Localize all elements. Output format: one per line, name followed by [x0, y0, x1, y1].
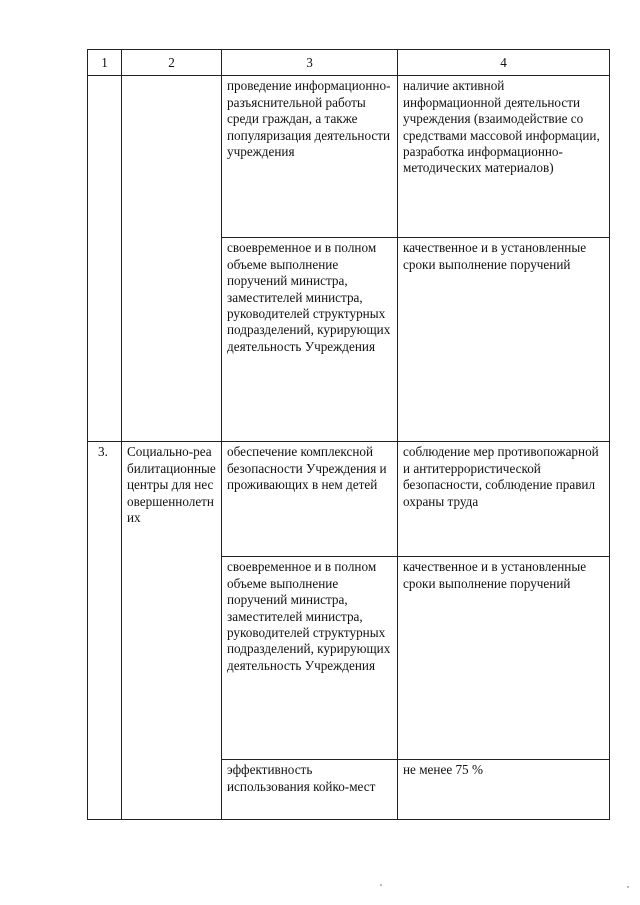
criterion-cell: эффективность использования койко-мест	[222, 760, 398, 820]
criterion-cell: своевременное и в полном объеме выполнение поручений министра, заместителей министра, руководителей структурных подразделений, курирующих деятельность Учреждения	[222, 238, 398, 442]
criterion-cell: своевременное и в полном объеме выполнение поручений министра, заместителей министра, руководителей структурных подразделений, курирующих деятельность Учреждения	[222, 557, 398, 760]
indicator-cell: наличие активной информационной деятельности учреждения (взаимодействие со средствами массовой информации, разработка информационно-методических материалов)	[398, 76, 610, 238]
criterion-cell: обеспечение комплексной безопасности Учреждения и проживающих в нем детей	[222, 442, 398, 557]
table-row	[88, 442, 610, 557]
header-cell-4: 4	[398, 50, 610, 76]
header-cell-1: 1	[88, 50, 122, 76]
header-cell-3: 3	[222, 50, 398, 76]
scan-speck	[380, 884, 382, 886]
number-cell: 3.	[88, 442, 122, 820]
indicator-cell: не менее 75 %	[398, 760, 610, 820]
institution-cell	[122, 442, 222, 820]
scan-speck	[627, 886, 629, 888]
criteria-table	[87, 49, 610, 820]
institution-cell	[122, 76, 222, 442]
table-row	[88, 76, 610, 238]
header-cell-2: 2	[122, 50, 222, 76]
header-row	[88, 50, 610, 76]
institution-name: Социально-реабилитационные центры для несовершеннолетних	[127, 444, 216, 526]
indicator-cell: соблюдение мер противопожарной и антитеррористической безопасности, соблюдение правил охраны труда	[398, 442, 610, 557]
number-cell	[88, 76, 122, 442]
indicator-cell: качественное и в установленные сроки выполнение поручений	[398, 238, 610, 442]
criterion-cell: проведение информационно-разъяснительной работы среди граждан, а также популяризация деятельности учреждения	[222, 76, 398, 238]
indicator-cell: качественное и в установленные сроки выполнение поручений	[398, 557, 610, 760]
